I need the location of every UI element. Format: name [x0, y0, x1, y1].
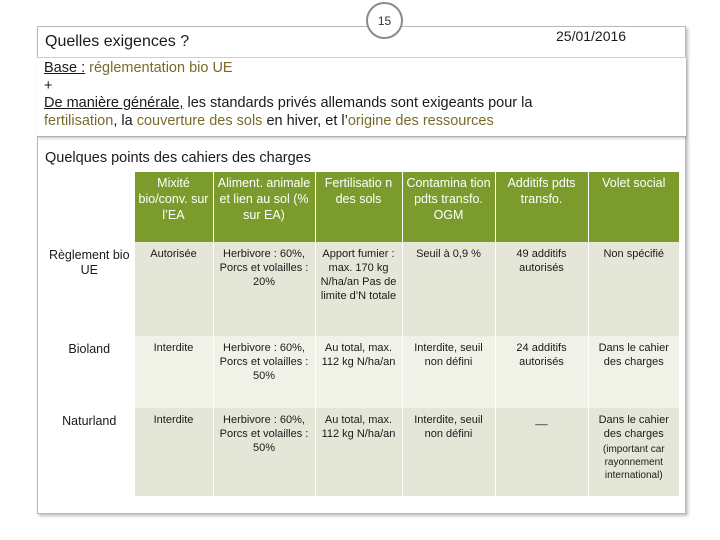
slide-title: Quelles exigences ? [45, 33, 190, 50]
column-header: Volet social [588, 172, 679, 242]
social-cell-text: Dans le cahier des charges [598, 414, 669, 440]
keywords-text-1: , la [113, 112, 137, 129]
column-header: Fertilisatio n des sols [315, 172, 402, 242]
social-cell-note: (important car rayonnement international) [602, 444, 665, 481]
general-line [44, 95, 686, 113]
column-header: Contamina tion pdts transfo. OGM [402, 172, 495, 242]
table-cell: 49 additifs autorisés [495, 242, 588, 336]
keywords-text-2: en hiver, et l’ [262, 112, 348, 129]
column-header: Mixité bio/conv. sur l’EA [134, 172, 213, 242]
table-row [45, 242, 679, 336]
table-cell: Interdite, seuil non défini [402, 336, 495, 408]
table-row [45, 408, 679, 496]
table-cell: 24 additifs autorisés [495, 336, 588, 408]
table-cell: Herbivore : 60%, Porcs et volailles : 50% [213, 336, 315, 408]
general-prefix: De manière générale, [44, 95, 184, 111]
general-rest: les standards privés allemands sont exigeants pour la [183, 95, 533, 111]
keyword-couverture: couverture des sols [136, 112, 263, 129]
plus-sign: + [44, 77, 53, 94]
row-label: Naturland [62, 414, 117, 428]
table-cell: Au total, max. 112 kg N/ha/an [315, 408, 402, 496]
slide-date: 25/01/2016 [556, 28, 627, 44]
table-cell [588, 408, 679, 496]
keywords-line [44, 113, 686, 131]
base-prefix: Base : [44, 60, 86, 76]
table-cell: Herbivore : 60%, Porcs et volailles : 50% [213, 408, 315, 496]
table-cell: Apport fumier : max. 170 kg N/ha/an Pas de limite d’N totale [315, 242, 402, 336]
base-rest: réglementation bio UE [85, 60, 233, 76]
column-header: Additifs pdts transfo. [495, 172, 588, 242]
table-cell: Interdite, seuil non défini [402, 408, 495, 496]
row-label: Règlement bio UE [48, 248, 130, 277]
table-cell: __ [495, 408, 588, 496]
section-subheading: Quelques points des cahiers des charges [45, 150, 311, 166]
keyword-origine: origine des ressources [347, 112, 494, 129]
table-cell: Au total, max. 112 kg N/ha/an [315, 336, 402, 408]
column-header: Aliment. animale et lien au sol (% sur EA) [213, 172, 315, 242]
page-number-badge: 15 [366, 2, 403, 39]
base-line [44, 60, 686, 78]
table-cell: Seuil à 0,9 % [402, 242, 495, 336]
keyword-fertilisation: fertilisation [44, 112, 114, 129]
comparison-table [45, 172, 679, 496]
table-cell: Dans le cahier des charges [588, 336, 679, 408]
table-cell: Interdite [134, 336, 213, 408]
intro-box [37, 57, 686, 137]
table-cell: Herbivore : 60%, Porcs et volailles : 20% [213, 242, 315, 336]
row-label: Bioland [68, 342, 111, 356]
table-cell: Autorisée [134, 242, 213, 336]
table-header-row [45, 172, 679, 242]
table-cell: Non spécifié [588, 242, 679, 336]
header-corner [45, 172, 134, 242]
table-row [45, 336, 679, 408]
table-cell: Interdite [134, 408, 213, 496]
